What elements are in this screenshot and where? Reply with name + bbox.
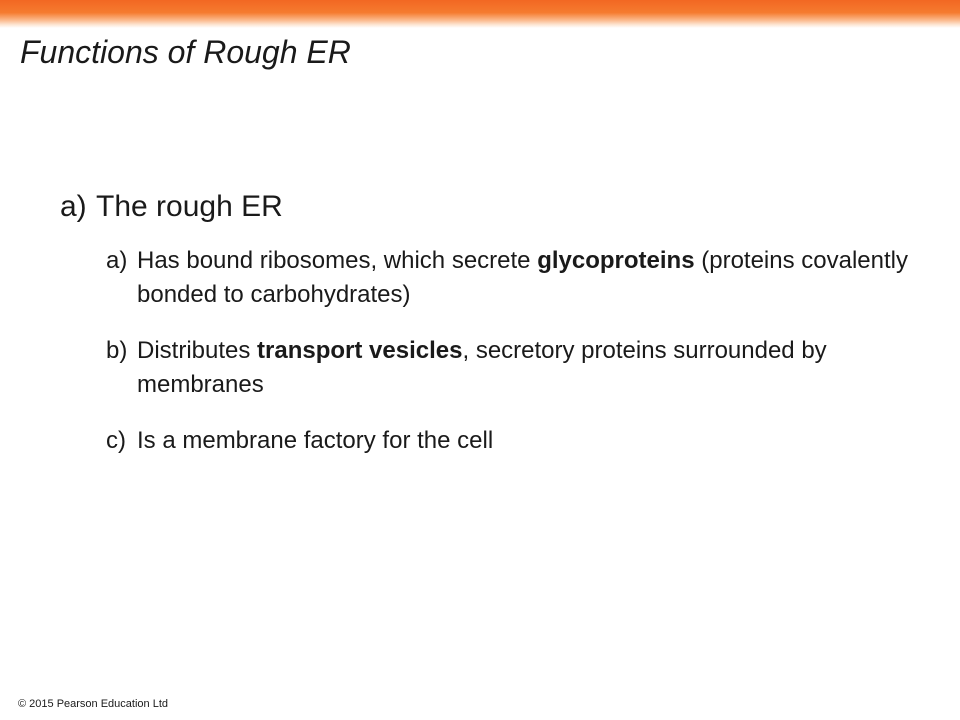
sub-bullet-item: [106, 244, 920, 312]
sub-bullet-text-plain: , secretory proteins surrounded by membranes: [137, 337, 827, 398]
sub-bullet-term: transport vesicles: [257, 337, 463, 364]
sub-bullet-text: [137, 424, 920, 458]
sub-bullet-text-plain: Distributes: [137, 337, 258, 364]
bullet-list: [60, 188, 920, 480]
sub-bullet-text-plain: (proteins covalently bonded to carbohydrates): [137, 247, 908, 308]
bullet-marker: a): [60, 190, 87, 223]
sub-bullet-list: [106, 244, 920, 458]
sub-bullet-text-plain: Is a membrane factory for the cell: [137, 427, 494, 454]
sub-bullet-marker: a): [106, 247, 128, 274]
sub-bullet-marker: b): [106, 337, 128, 364]
copyright-footer: © 2015 Pearson Education Ltd: [18, 698, 168, 710]
header-accent-bar: [0, 0, 960, 28]
sub-bullet-text-plain: Has bound ribosomes, which secrete: [137, 247, 538, 274]
sub-bullet-text: [137, 244, 920, 312]
bullet-text: The rough ER: [96, 190, 283, 223]
slide-title: Functions of Rough ER: [20, 34, 351, 70]
sub-bullet-item: [106, 334, 920, 402]
bullet-item: [60, 188, 920, 226]
sub-bullet-term: glycoproteins: [537, 247, 695, 274]
sub-bullet-marker: c): [106, 427, 126, 454]
sub-bullet-item: [106, 424, 920, 458]
sub-bullet-text: [137, 334, 920, 402]
